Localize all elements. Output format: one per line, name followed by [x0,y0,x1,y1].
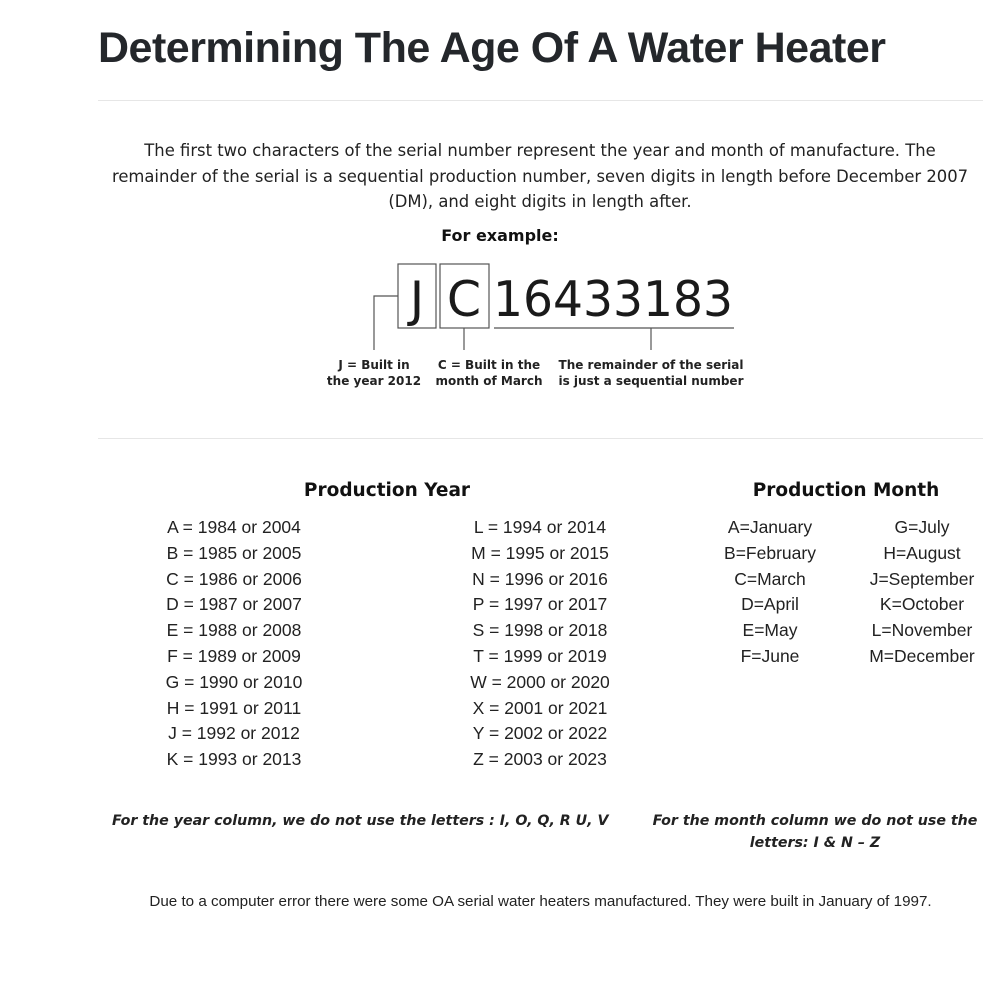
char1-box [398,264,436,328]
table-cell: K=October [879,594,965,615]
year-column-note: For the year column, we do not use the letters : I, O, Q, R U, V [112,813,609,829]
table-cell: D=April [741,594,799,615]
table-cell: B=February [724,542,816,563]
table-cell: P = 1997 or 2017 [472,594,608,615]
table-cell: C=March [734,568,806,589]
divider [98,100,983,101]
serial-char1: J [409,271,425,328]
example-label: For example: [441,226,559,245]
caption-month: C = Built in the month of March [435,358,543,388]
month-column-note: For the month column we do not use the letters: I & N – Z [652,813,978,851]
table-cell: W = 2000 or 2020 [470,671,610,692]
serial-sequence: 16433183 [493,271,733,328]
table-cell: N = 1996 or 2016 [472,568,608,589]
table-cell: X = 2001 or 2021 [472,697,608,718]
intro-paragraph: The first two characters of the serial number represent the year and month of manufacture. The remainder of the serial is a sequential production number, seven digits in length before December 2007 (DM), and eight digits in length after. [111,141,969,211]
table-cell: S = 1998 or 2018 [472,620,608,641]
table-cell: L = 1994 or 2014 [473,517,607,537]
table-cell: J=September [869,568,975,589]
table-cell: F = 1989 or 2009 [167,645,301,666]
page-title: Determining The Age Of A Water Heater [98,24,886,72]
production-year-heading: Production Year [303,480,471,501]
table-cell: M=December [869,645,975,666]
table-cell: T = 1999 or 2019 [473,645,607,666]
table-cell: Z = 2003 or 2023 [473,749,607,770]
production-month-col2 [856,516,988,671]
table-cell: D = 1987 or 2007 [166,594,302,615]
table-cell: L=November [871,620,973,641]
footer-note: Due to a computer error there were some OA serial water heaters manufactured. They were built in January of 1997. [149,893,932,910]
divider [98,438,983,439]
table-cell: E = 1988 or 2008 [166,620,302,641]
table-cell: F=June [740,645,800,666]
table-cell: C = 1986 or 2006 [166,568,302,589]
production-year-col2 [440,516,640,774]
table-cell: A=January [727,517,813,537]
char2-box [440,264,489,328]
table-cell: G=July [894,517,950,537]
production-month-col1 [700,516,840,671]
production-year-col1 [134,516,334,774]
table-cell: B = 1985 or 2005 [166,542,302,563]
serial-char2: C [446,271,482,328]
table-cell: E=May [742,620,798,641]
table-cell: H = 1991 or 2011 [166,697,302,718]
table-cell: A = 1984 or 2004 [167,517,301,537]
table-cell: K = 1993 or 2013 [166,749,302,770]
caption-year: J = Built in the year 2012 [326,358,422,388]
table-cell: M = 1995 or 2015 [471,542,609,563]
table-cell: G = 1990 or 2010 [165,671,303,692]
table-cell: H=August [883,542,961,563]
caption-sequence: The remainder of the serial is just a sequential number [558,358,744,388]
table-cell: Y = 2002 or 2022 [472,723,608,744]
production-month-heading: Production Month [752,480,940,501]
year-pointer-line [374,296,398,350]
table-cell: J = 1992 or 2012 [168,723,300,744]
